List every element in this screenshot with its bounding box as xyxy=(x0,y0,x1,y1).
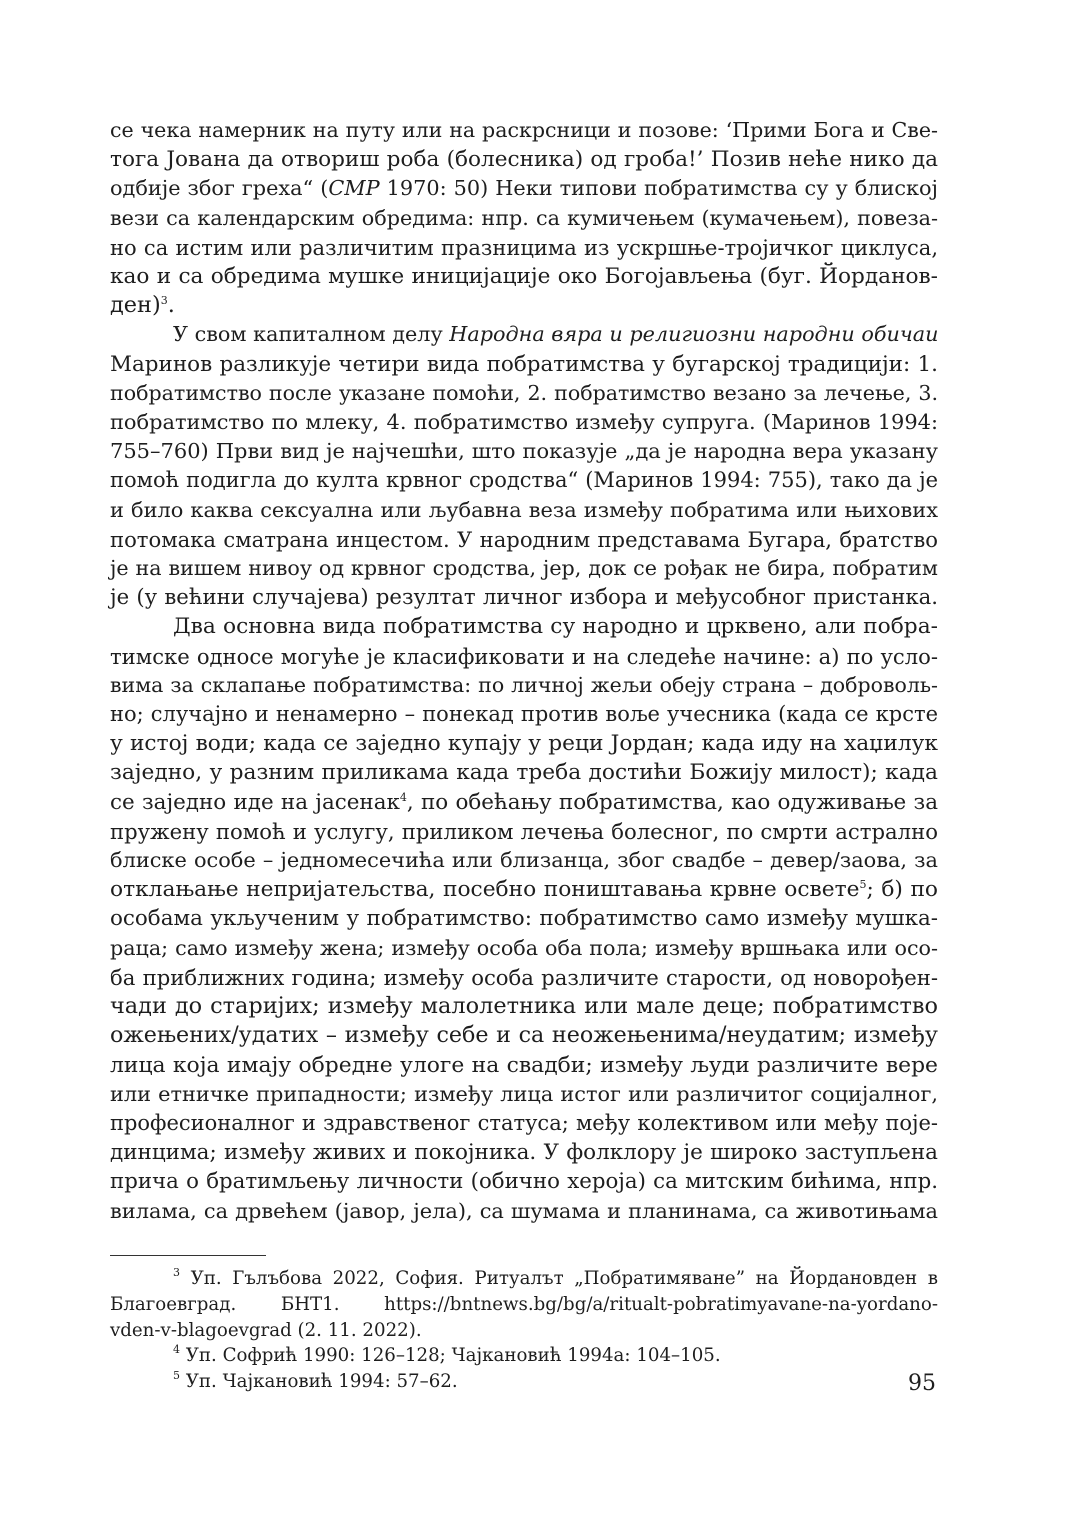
footnote-mark: 4 xyxy=(173,1343,180,1357)
footnote-text: Уп. Софрић 1990: 126–128; Чајкановић 1994а: 104–105. xyxy=(180,1345,721,1367)
body-text xyxy=(110,116,938,1226)
text-line xyxy=(110,320,938,349)
text-line: побратимство по млеку, 4. побратимство између супруга. (Маринов 1994: xyxy=(110,410,938,435)
footnote-separator xyxy=(110,1255,266,1256)
abbreviation: СМР xyxy=(328,176,380,201)
text-line: но; случајно и ненамерно – понекад против воље учесника (када се крсте xyxy=(110,702,938,727)
text-line: раца; само између жена; између особа оба пола; између вршњака или осо- xyxy=(110,935,938,960)
footnote-ref: 3 xyxy=(160,294,168,308)
text-line: вези са календарским обредима: нпр. са кумичењем (кумачењем), повеза- xyxy=(110,205,938,230)
text-line: тога Јована да отвориш роба (болесника) од гроба!’ Позив неће нико да xyxy=(110,147,938,173)
text-line: се чека намерник на путу или на раскрсници и позове: ‘Прими Бога и Све- xyxy=(110,118,938,142)
text-line: прича о братимљењу личности (обично хероја) са митским бићима, нпр. xyxy=(110,1169,938,1195)
footnote-ref: 5 xyxy=(859,878,867,892)
text-line: потомака сматрана инцестом. У народним представама Бугара, братство xyxy=(110,526,938,552)
text-line: но са истим или различитим празницима из ускршње-тројичког циклуса, xyxy=(110,234,938,260)
text-line: тимске односе могуће је класификовати и на следеће начине: а) по усло- xyxy=(110,643,938,669)
footnote-line xyxy=(110,1266,938,1292)
footnote-line xyxy=(110,1369,938,1395)
text-run: одбије због греха“ ( xyxy=(110,176,329,201)
text-run: , по обећању побратимства, као одуживање за xyxy=(406,789,939,815)
footnotes xyxy=(110,1266,938,1395)
text-line: помоћ подигла до култа крвног сродства“ (Маринов 1994: 755), тако да је xyxy=(110,468,938,493)
text-line: пружену помоћ и услугу, приликом лечења болесног, по смрти астрално xyxy=(110,818,938,844)
text-line: је на вишем нивоу од крвног сродства, јер, док се рођак не бира, побратим xyxy=(110,556,938,581)
text-line: професионалног и здравственог статуса; међу колективом или међу поје- xyxy=(110,1110,938,1135)
text-line: Маринов разликује четири вида побратимства у бугарској традицији: 1. xyxy=(110,351,938,377)
text-line: вима за склапање побратимства: по личној жељи обеју страна – доброволь- xyxy=(110,672,938,697)
footnote-line xyxy=(110,1343,938,1369)
text-line: Два основна вида побратимства су народно и црквено, али побра- xyxy=(173,614,938,640)
text-line xyxy=(110,291,938,320)
footnote-mark: 3 xyxy=(173,1266,180,1279)
text-line: чади до старијих; између малолетника или мале деце; побратимство xyxy=(110,993,938,1020)
text-line xyxy=(110,788,938,817)
text-run: ден) xyxy=(110,292,161,319)
text-run: ; б) по xyxy=(866,877,939,903)
text-line: динцима; између живих и покојника. У фолклору је широко заступљена xyxy=(110,1140,938,1166)
text-run: отклањање непријатељства, посебно поништавања крвне освете xyxy=(110,877,860,903)
text-line: је (у већини случајева) резултат личног избора и међусобног пристанка. xyxy=(110,585,938,611)
text-run: . xyxy=(167,292,175,319)
text-run: се заједно иде на јасенак xyxy=(110,789,400,815)
text-line: особама укљученим у побратимство: побратимство само између мушка- xyxy=(110,906,938,932)
text-line: вилама, са дрвећем (јавор, јела), са шумама и планинама, са животињама xyxy=(110,1198,938,1223)
text-line: у истој води; када се заједно купају у реци Јордан; када иду на хаџилук xyxy=(110,731,938,757)
text-line: заједно, у разним приликама када треба достићи Божију милост); када xyxy=(110,760,938,786)
text-line: побратимство после указане помоћи, 2. побратимство везано за лечење, 3. xyxy=(110,380,938,405)
footnote-text: Уп. Гълъбова 2022, София. Ритуалът „Побратимяване” на Йордановден в xyxy=(180,1268,938,1289)
book-title: Народна вяра и религиозни народни обичаи xyxy=(449,322,939,347)
text-line xyxy=(110,174,938,203)
footnote-line: Благоевград. БНТ1. https://bntnews.bg/bg/a/ritualt-pobratimyavane-na-yordano- xyxy=(110,1293,938,1315)
text-line: лица која имају обредне улоге на свадби; између људи различите вере xyxy=(110,1052,938,1078)
page-number: 95 xyxy=(908,1371,936,1396)
footnote-mark: 5 xyxy=(173,1369,180,1383)
text-line: или етничке припадности; између лица истог или различитог социјалног, xyxy=(110,1081,938,1106)
text-line: блиске особе – једномесечића или близанца, због свадбе – девер/заова, за xyxy=(110,848,938,873)
text-line: ба приближних година; између особа различите старости, од новорођен- xyxy=(110,964,938,990)
footnote-ref: 4 xyxy=(399,790,407,804)
text-line: као и са обредима мушке иницијације око Богојављења (буг. Йорданов- xyxy=(110,264,938,290)
text-line: и било каква сексуална или љубавна веза између побратима или њихових xyxy=(110,497,938,522)
text-run: У свом капиталном делу xyxy=(173,322,450,347)
text-run: 1970: 50) Неки типови побратимства су у блиској xyxy=(379,176,938,201)
text-line xyxy=(110,875,938,904)
text-line: 755–760) Први вид је најчешћи, што показује „да је народна вера указану xyxy=(110,439,938,464)
footnote-line: vden-v-blagoevgrad (2. 11. 2022). xyxy=(110,1319,422,1341)
footnote-text: Уп. Чајкановић 1994: 57–62. xyxy=(180,1371,458,1393)
text-line: ожењених/удатих – између себе и са неожењенима/неудатим; између xyxy=(110,1022,938,1049)
